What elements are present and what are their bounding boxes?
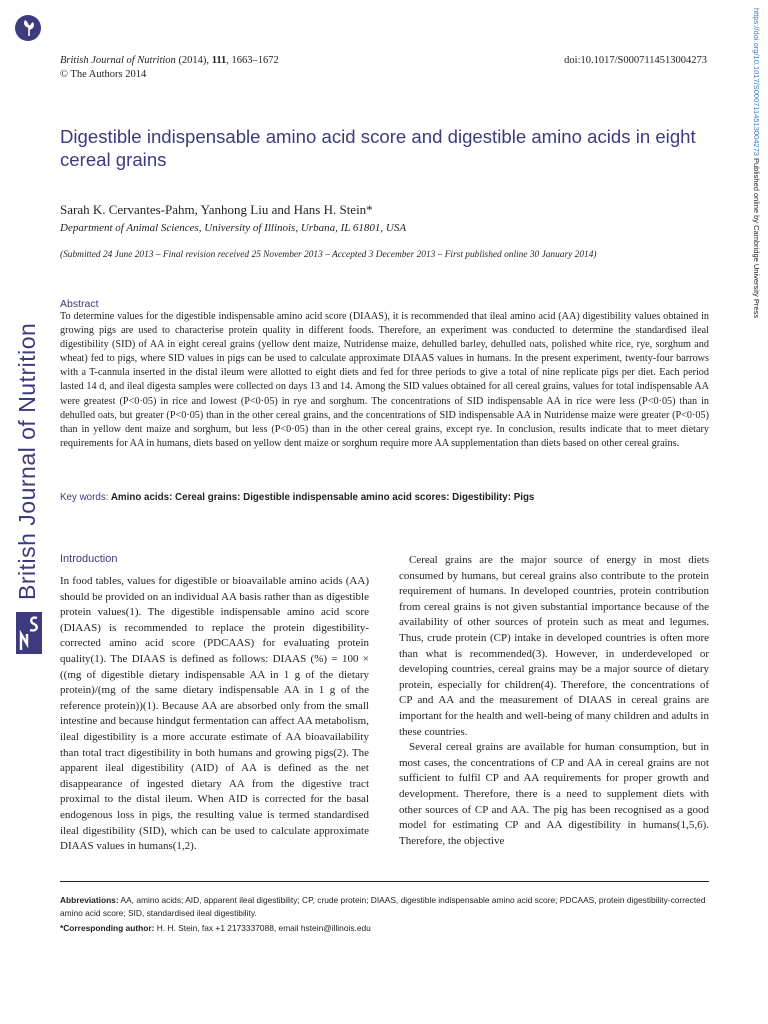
body-column-right bbox=[399, 553, 709, 849]
corresponding-author-note: *Corresponding author: H. H. Stein, fax +1 2173337088, email hstein@illinois.edu bbox=[60, 923, 371, 934]
ns-logo-icon bbox=[14, 610, 44, 656]
footnote-divider bbox=[60, 881, 709, 882]
paragraph: Several cereal grains are available for human consumption, but in most cases, the concentrations of CP and AA in cereal grains are not sufficient to fulfil CP and AA requirements for proper growth and development. Therefore, there is a need to supplement diets with other sources of CP and AA. The pig has been recognised as a good model for estimating CP and AA digestibility in humans(1,5,6). Therefore, the objective bbox=[399, 741, 709, 847]
body-column-left bbox=[60, 574, 369, 855]
leaf-icon bbox=[22, 19, 36, 37]
authors: Sarah K. Cervantes-Pahm, Yanhong Liu and Hans H. Stein* bbox=[60, 202, 373, 217]
keywords: Key words: Amino acids: Cereal grains: Digestible indispensable amino acid scores: Digestibility: Pigs bbox=[60, 492, 535, 503]
side-journal-name: British Journal of Nutrition bbox=[14, 322, 40, 600]
citation-header: British Journal of Nutrition (2014), 111, 1663–1672 © The Authors 2014 bbox=[60, 55, 279, 80]
abbreviations-note: Abbreviations: AA, amino acids; AID, apparent ileal digestibility; CP, crude protein; DIAAS, digestible indispensable amino acid score; PDCAAS, protein digestibility-corrected amino acid score; SID, standardised ileal digestibility. bbox=[60, 895, 706, 918]
introduction-heading: Introduction bbox=[60, 553, 118, 565]
abstract-text: To determine values for the digestible indispensable amino acid score (DIAAS), it is recommended that ileal amino acid (AA) digestibility values obtained in growing pigs are used to characterise protein quality in different foods. Therefore, an experiment was conducted to determine the standardised ileal digestibility (SID) of AA in eight cereal grains (yellow dent maize, Nutridense maize, dehulled barley, dehulled oats, polished white rice, rye, sorghum and wheat) fed to pigs, where SID values in pigs can be used to calculate approximate DIAAS values in humans. In the present experiment, twenty-four barrows with a T-cannula inserted in the distal ileum were allotted to eight diets and fed for three periods to give a total of nine replicate pigs per diet. Each period lasted 14 d, and ileal digesta samples were collected on days 13 and 14. Among the SID values obtained for all cereal grains, values for total indispensable AA were greatest (P<0·05) in rice and lowest (P<0·05) in rye and sorghum. The concentrations of SID indispensable AA in rice were less (P<0·05) than in dehulled oats, but greater (P<0·05) than in the other cereal grains, and the concentrations of SID indispensable AA in Nutridense maize were greater (P<0·05) than in yellow dent maize and sorghum, but less (P<0·05) than in the other cereal grains, except rye. In conclusion, results indicate that to meet dietary requirements for AA in humans, diets based on yellow dent maize or sorghum require more AA supplementation than diets based on other cereal grains. bbox=[60, 311, 709, 449]
right-margin-doi: https://doi.org/10.1017/S0007114513004273 Published online by Cambridge University Press bbox=[752, 8, 761, 319]
paper-title: Digestible indispensable amino acid score and digestible amino acids in eight cereal grains bbox=[60, 126, 696, 170]
affiliation: Department of Animal Sciences, University of Illinois, Urbana, IL 61801, USA bbox=[60, 222, 407, 234]
paragraph: In food tables, values for digestible or bioavailable amino acids (AA) should be provided on an individual AA basis rather than as digestible protein values(1). The digestible indispensable amino acid score (DIAAS) is recommended to replace the protein digestibility-corrected amino acid score (PDCAAS) for evaluating protein quality(1). The DIAAS is defined as follows: DIAAS (%) = 100 × ((mg of digestible dietary indispensable AA in 1 g of the dietary protein)/(mg of the same dietary indispensable AA in 1 g of the reference protein))(1). Because AA are absorbed only from the small intestine and because hindgut fermentation can affect AA metabolism, ileal digestibility is a more accurate estimate of AA bioavailability than total tract digestibility in both humans and growing pigs(2). The apparent ileal digestibility (AID) of AA is defined as the net disappearance of ingested dietary AA from the digestive tract proximal to the distal ileum. When AID is corrected for the basal endogenous loss in pigs, the resulting value is termed standardised ileal digestibility (SID), which can be used to calculate approximate DIAAS values in humans(1,2). bbox=[60, 575, 369, 853]
doi: doi:10.1017/S0007114513004273 bbox=[564, 55, 707, 66]
abstract-heading: Abstract bbox=[60, 298, 99, 310]
copyright: © The Authors 2014 bbox=[60, 69, 147, 80]
submission-dates: (Submitted 24 June 2013 – Final revision received 25 November 2013 – Accepted 3 December 2013 – First published online 30 January 2014) bbox=[60, 250, 597, 260]
footnotes bbox=[60, 894, 709, 935]
paragraph: Cereal grains are the major source of energy in most diets consumed by humans, but cereal grains also contribute to the protein requirement of humans. In developed countries, protein contribution from cereal grains is not given substantial importance because of the availability of other sources of protein such as meat and legumes. Thus, crude protein (CP) intake in developed countries is often more than what is recommended(3). However, in underdeveloped or developing countries, cereal grains may be a major source of dietary protein, especially for children(4). Therefore, the concentrations of CP and AA and the measurement of DIAAS in cereal grains are important for the health and well-being of many children and adults in these countries. bbox=[399, 554, 709, 738]
doi-link[interactable]: https://doi.org/10.1017/S0007114513004273 bbox=[752, 8, 761, 156]
